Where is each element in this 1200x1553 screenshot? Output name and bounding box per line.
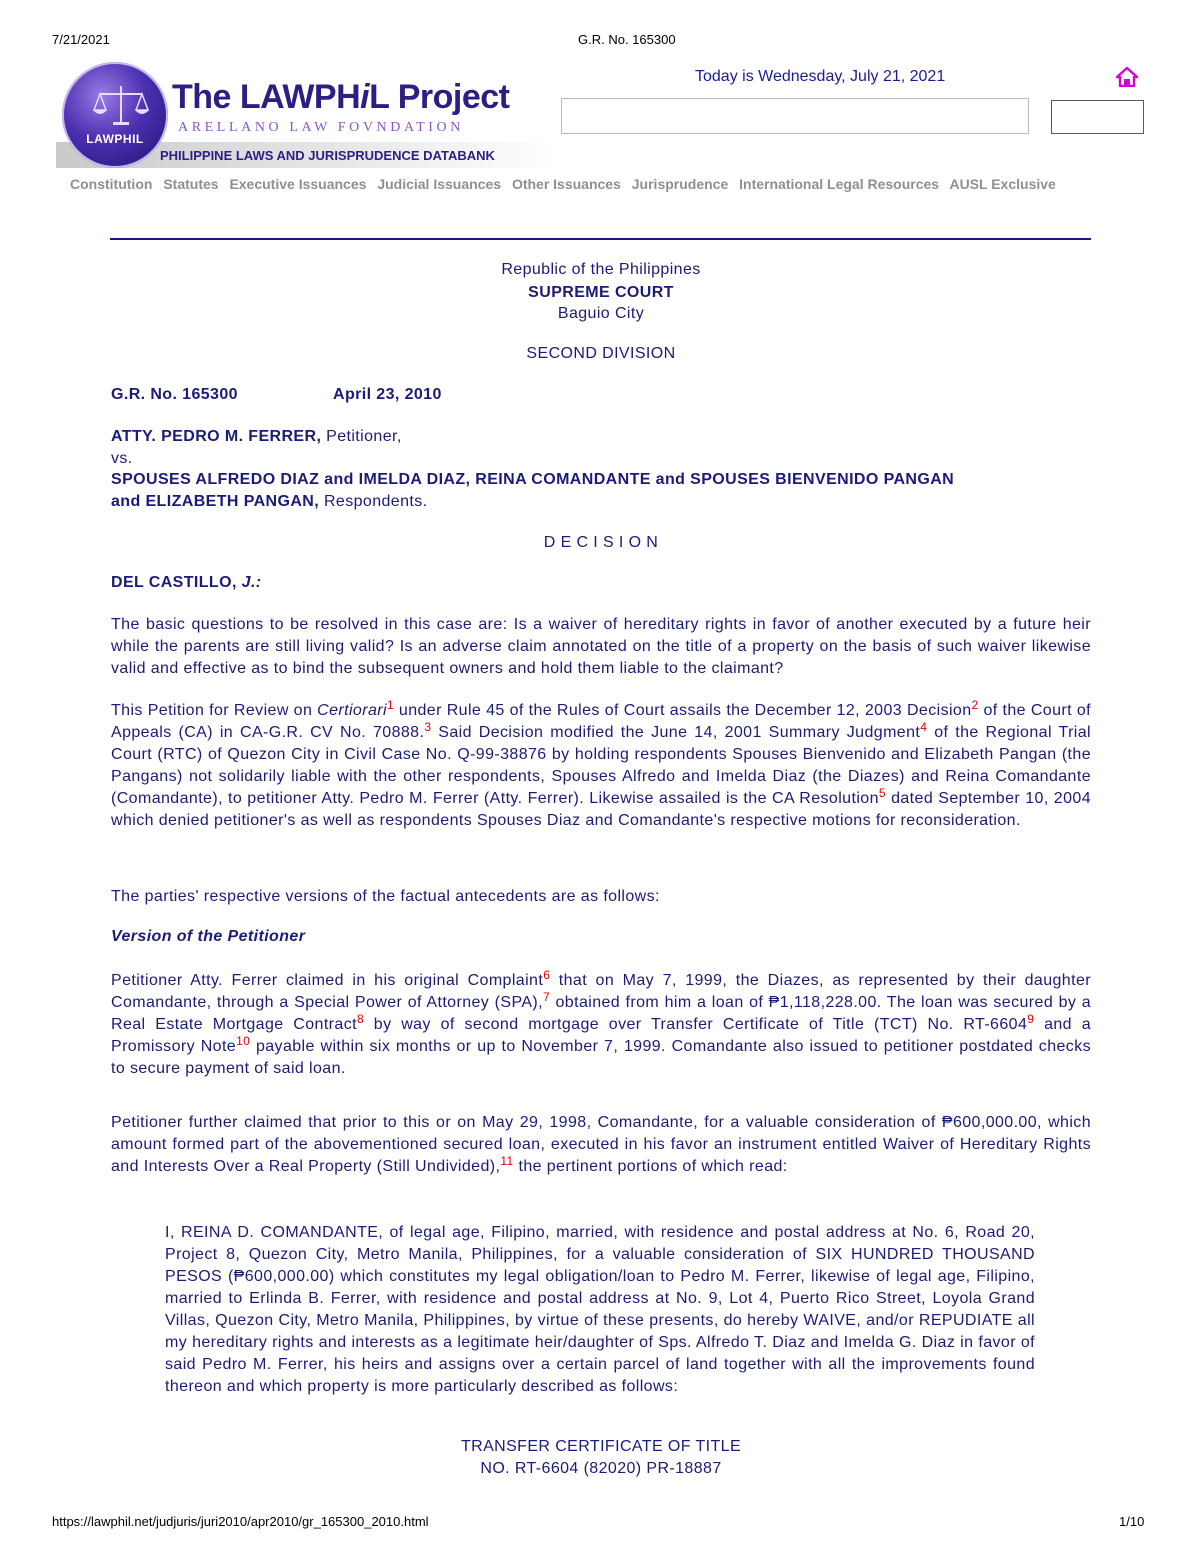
footnote-link[interactable]: 3 bbox=[424, 720, 432, 734]
versus: vs. bbox=[111, 450, 133, 467]
nav-executive-issuances[interactable]: Executive Issuances bbox=[229, 176, 367, 192]
tct-line-1: TRANSFER CERTIFICATE OF TITLE bbox=[460, 1438, 742, 1455]
footnote-link[interactable]: 11 bbox=[500, 1154, 514, 1168]
print-page-number: 1/10 bbox=[1119, 1514, 1145, 1529]
home-icon[interactable] bbox=[1116, 67, 1138, 87]
division: SECOND DIVISION bbox=[526, 345, 676, 362]
search-submit-box[interactable] bbox=[1051, 100, 1144, 134]
text-run: of the Court of Appeals (CA) in CA-G.R. CV No. 70888. bbox=[111, 702, 1091, 741]
logo-title-part: The LAWPH bbox=[172, 78, 361, 116]
paragraph-waiver bbox=[111, 1112, 1091, 1178]
petitioner-line bbox=[111, 428, 402, 446]
gr-number: G.R. No. 165300 bbox=[111, 386, 238, 403]
footnote-link[interactable]: 8 bbox=[356, 1012, 365, 1026]
court-city: Baguio City bbox=[557, 305, 645, 322]
text-run: Petitioner Atty. Ferrer claimed in his original Complaint bbox=[111, 972, 544, 989]
paragraph-complaint bbox=[111, 970, 1091, 1080]
header-divider bbox=[110, 238, 1091, 240]
text-run: payable within six months or up to November 7, 1999. Comandante also issued to petitioner postdated checks to secure payment of said loan. bbox=[111, 1038, 1092, 1077]
text-run: the pertinent portions of which read: bbox=[513, 1158, 788, 1175]
search-input[interactable] bbox=[561, 98, 1029, 134]
footnote-link[interactable]: 6 bbox=[543, 968, 551, 982]
respondents-line-1: SPOUSES ALFREDO DIAZ and IMELDA DIAZ, REINA COMANDANTE and SPOUSES BIENVENIDO PANGAN bbox=[111, 471, 955, 488]
text-run: This Petition for Review on bbox=[111, 702, 318, 719]
nav-constitution[interactable]: Constitution bbox=[70, 176, 153, 192]
scales-of-justice-icon bbox=[92, 82, 150, 128]
respondents-line-2 bbox=[111, 493, 428, 511]
nav-ausl-exclusive[interactable]: AUSL Exclusive bbox=[949, 176, 1056, 192]
ponente bbox=[111, 574, 262, 592]
footnote-link[interactable]: 7 bbox=[542, 990, 551, 1004]
text-run: by way of second mortgage over Transfer Certificate of Title (TCT) No. RT-6604 bbox=[364, 1016, 1028, 1033]
section-heading-text: Version of the Petitioner bbox=[111, 928, 306, 945]
print-url: https://lawphil.net/judjuris/juri2010/apr2010/gr_165300_2010.html bbox=[52, 1514, 429, 1529]
footnote-link[interactable]: 10 bbox=[236, 1034, 251, 1048]
court-name: SUPREME COURT bbox=[528, 284, 674, 301]
tct-line-2: NO. RT-6604 (82020) PR-18887 bbox=[480, 1460, 722, 1477]
logo-banner-text: PHILIPPINE LAWS AND JURISPRUDENCE DATABANK bbox=[160, 148, 495, 163]
text-run: obtained from him a loan of ₱1,118,228.00. The loan was secured by a Real Estate Mortgage Contract bbox=[111, 994, 1092, 1033]
text-run: under Rule 45 of the Rules of Court assails the December 12, 2003 Decision bbox=[394, 702, 972, 719]
text-run: dated September 10, 2004 which denied petitioner's as well as respondents Spouses Diaz and Comandante's respective motions for reconsideration. bbox=[111, 790, 1091, 829]
text-run: that on May 7, 1999, the Diazes, as represented by their daughter Comandante, through a Special Power of Attorney (SPA), bbox=[111, 972, 1091, 1011]
footnote-link[interactable]: 1 bbox=[386, 698, 395, 712]
lawphil-logo[interactable] bbox=[56, 60, 560, 168]
print-title: G.R. No. 165300 bbox=[578, 32, 676, 47]
text-run: Certiorari bbox=[317, 702, 387, 719]
republic-line: Republic of the Philippines bbox=[501, 261, 701, 278]
print-date: 7/21/2021 bbox=[52, 32, 110, 47]
nav-jurisprudence[interactable]: Jurisprudence bbox=[631, 176, 729, 192]
paragraph-petition bbox=[111, 700, 1091, 832]
text-run: of the Regional Trial Court (RTC) of Quezon City in Civil Case No. Q-99-38876 by holding respondents Spouses Bienvenido and Elizabeth Pangan (the Pangans) not solidarily liable with the other respondents, Spouses Alfredo and Imelda Diaz (the Diazes) and Reina Comandante (Comandante), to petitioner Atty. Pedro M. Ferrer (Atty. Ferrer). Likewise assailed is the CA Resolution bbox=[111, 724, 1091, 807]
footnote-link[interactable]: 9 bbox=[1027, 1012, 1035, 1026]
paragraph-issues: The basic questions to be resolved in this case are: Is a waiver of hereditary rights in favor of another executed by a future heir while the parents are still living valid? Is an adverse claim annotated on the title of a property on the basis of such waiver likewise valid and effective as to bind the subsequent owners and hold them liable to the claimant? bbox=[111, 616, 1091, 677]
nav-other-issuances[interactable]: Other Issuances bbox=[511, 176, 621, 192]
section-heading-petitioner-version bbox=[111, 928, 305, 946]
text-run: Said Decision modified the June 14, 2001 Summary Judgment bbox=[431, 724, 921, 741]
text-run: Petitioner further claimed that prior to this or on May 29, 1998, Comandante, for a valuable consideration of ₱600,000.00, which amount formed part of the abovementioned secured loan, executed in his favor an instrument entitled Waiver of Hereditary Rights and Interests Over a Real Property (Still Undivided), bbox=[111, 1114, 1091, 1175]
respondents-role: Respondents. bbox=[319, 493, 428, 510]
logo-subtitle: ARELLANO LAW FOVNDATION bbox=[178, 120, 464, 135]
nav-international-legal-resources[interactable]: International Legal Resources bbox=[739, 176, 940, 192]
nav-judicial-issuances[interactable]: Judicial Issuances bbox=[377, 176, 502, 192]
decision-heading: D E C I S I O N bbox=[543, 534, 659, 551]
petitioner-name: ATTY. PEDRO M. FERRER, bbox=[111, 428, 322, 445]
respondents-names: and ELIZABETH PANGAN, bbox=[111, 493, 320, 510]
quoted-waiver: I, REINA D. COMANDANTE, of legal age, Filipino, married, with residence and postal address at No. 6, Road 20, Project 8, Quezon City, Metro Manila, Philippines, for a valuable consideration of SIX HUNDRED THOUSAND PESOS (₱600,000.00) which constitutes my legal obligation/loan to Pedro M. Ferrer, likewise of legal age, Filipino, married to Erlinda B. Ferrer, with residence and postal address at No. 9, Lot 4, Puerto Rico Street, Loyola Grand Villas, Quezon City, Metro Manila, Philippines, by virtue of these presents, do hereby WAIVE, and/or REPUDIATE all my hereditary rights and interests as a legitimate heir/daughter of Sps. Alfredo T. Diaz and Imelda G. Diaz in favor of said Pedro M. Ferrer, his heirs and assigns over a certain parcel of land together with all the improvements found thereon and which property is more particularly described as follows: bbox=[165, 1224, 1035, 1395]
petitioner-role: Petitioner, bbox=[321, 428, 402, 445]
logo-seal bbox=[62, 62, 168, 168]
logo-seal-text: LAWPHIL bbox=[86, 132, 144, 146]
nav-statutes[interactable]: Statutes bbox=[163, 176, 219, 192]
logo-title bbox=[172, 78, 510, 117]
logo-title-part: L Project bbox=[369, 78, 510, 116]
footnote-link[interactable]: 4 bbox=[920, 720, 928, 734]
main-nav bbox=[70, 176, 1063, 192]
footnote-link[interactable]: 5 bbox=[878, 786, 886, 800]
logo-title-part: i bbox=[360, 78, 370, 116]
paragraph-antecedents: The parties' respective versions of the factual antecedents are as follows: bbox=[111, 888, 660, 905]
today-date: Today is Wednesday, July 21, 2021 bbox=[695, 68, 946, 85]
ponente-name: DEL CASTILLO, bbox=[111, 574, 237, 591]
text-run: and a Promissory Note bbox=[111, 1016, 1092, 1055]
gr-date: April 23, 2010 bbox=[333, 386, 442, 403]
footnote-link[interactable]: 2 bbox=[971, 698, 979, 712]
ponente-justice: J.: bbox=[236, 574, 262, 591]
